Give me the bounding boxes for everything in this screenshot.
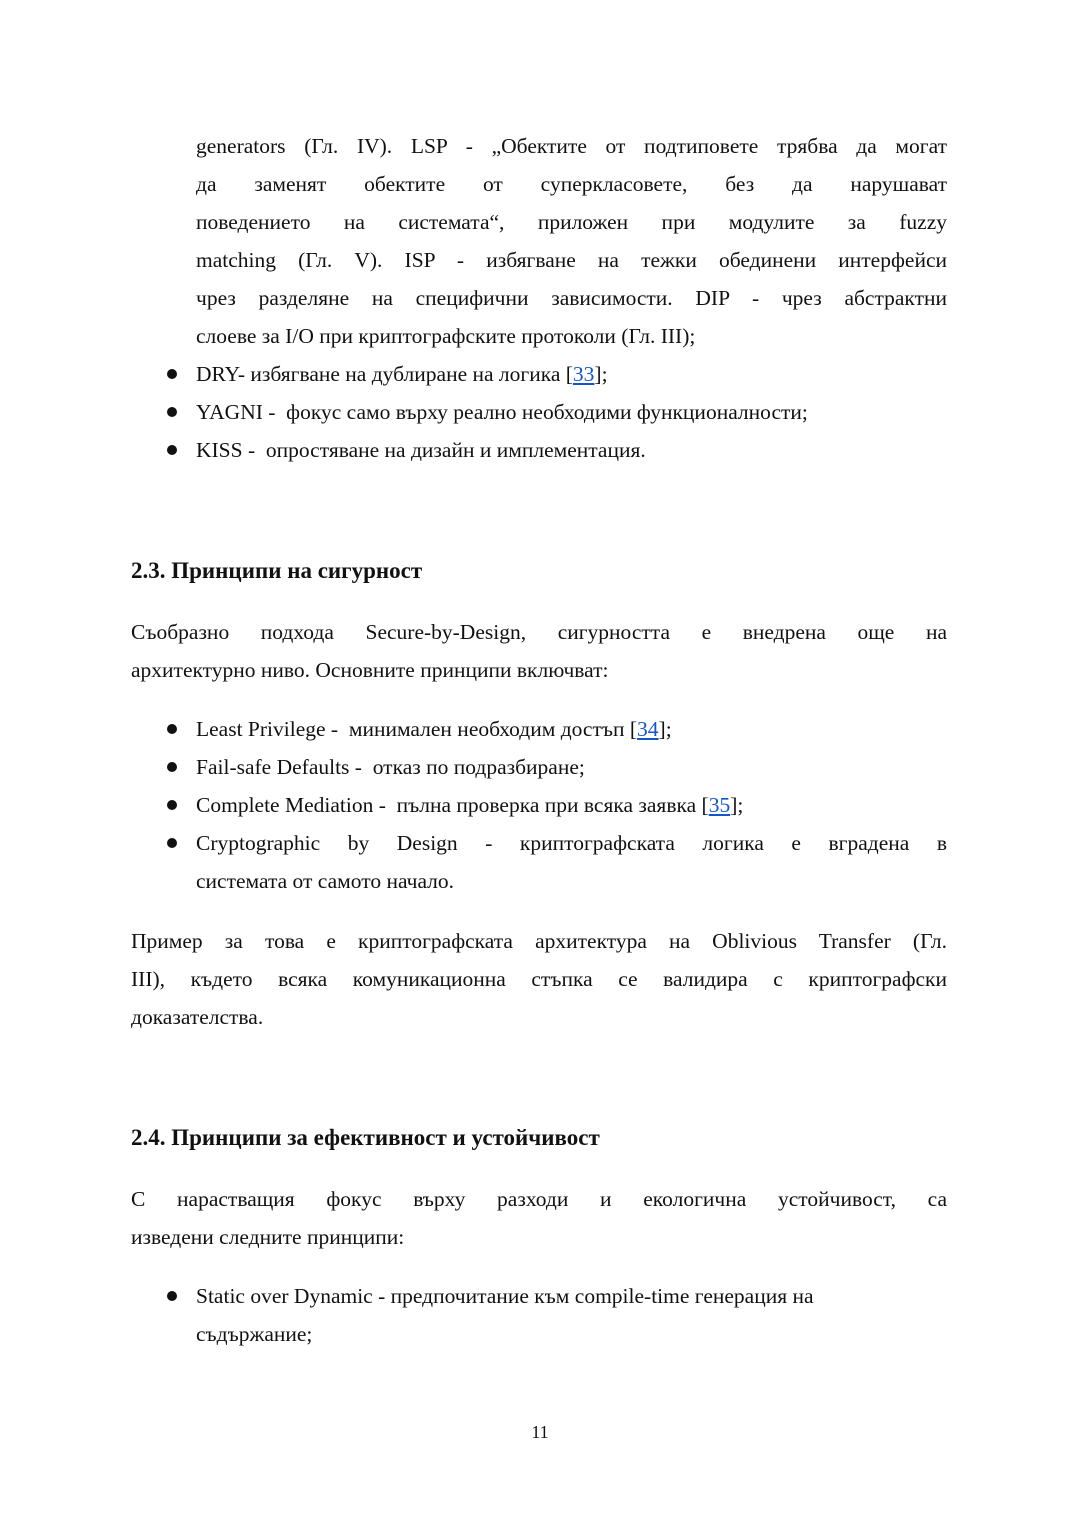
bullet-icon <box>167 762 177 772</box>
bullet-icon <box>167 407 177 417</box>
list-item-line: Cryptographic by Design - криптографската логика е вградена в <box>196 831 947 855</box>
bullet-icon <box>167 800 177 810</box>
list-item-complete-mediation <box>131 786 947 824</box>
list-item-text-tail: ]; <box>594 362 608 386</box>
list-item-line: YAGNI - фокус само върху реално необходими функционалности; <box>196 400 808 424</box>
list-item-text: Least Privilege - минимален необходим достъп [ <box>196 717 638 741</box>
list-item-line: generators (Гл. IV). LSP - „Обектите от подтиповете трябва да могат <box>196 134 947 158</box>
list-item-line: системата от самото начало. <box>196 869 455 893</box>
reference-link-35[interactable]: 35 <box>708 793 731 817</box>
bullet-icon <box>167 1291 177 1301</box>
list-item-kiss <box>131 431 947 469</box>
design-principles-list <box>131 127 947 469</box>
efficiency-principles-list <box>131 1277 947 1353</box>
list-item-line <box>196 355 947 393</box>
bullet-icon <box>167 369 177 379</box>
list-item-line: чрез разделяне на специфични зависимости. DIP - чрез абстрактни <box>196 286 947 310</box>
list-item-line: Static over Dynamic - предпочитание към compile-time генерация на <box>196 1284 814 1308</box>
paragraph-line: архитектурно ниво. Основните принципи включват: <box>131 658 609 682</box>
reference-link-34[interactable]: 34 <box>637 717 659 741</box>
list-item-solid-continuation <box>131 127 947 355</box>
list-item-line: съдържание; <box>196 1322 313 1346</box>
list-item-line <box>196 710 947 748</box>
efficiency-intro-paragraph <box>131 1180 947 1256</box>
page-number: 11 <box>531 1422 549 1442</box>
list-item-line: matching (Гл. V). ISP - избягване на тежки обединени интерфейси <box>196 248 947 272</box>
list-item-line: слоеве за I/O при криптографските протоколи (Гл. III); <box>196 324 696 348</box>
paragraph-line: С нарастващия фокус върху разходи и екологична устойчивост, са <box>131 1187 947 1211</box>
bullet-icon <box>167 838 177 848</box>
reference-link-33[interactable]: 33 <box>572 362 595 386</box>
paragraph-line: изведени следните принципи: <box>131 1225 405 1249</box>
section-heading-efficiency: 2.4. Принципи за ефективност и устойчивост <box>131 1125 600 1150</box>
security-intro-paragraph <box>131 613 947 689</box>
list-item-fail-safe-defaults <box>131 748 947 786</box>
security-example-paragraph <box>131 922 947 1036</box>
paragraph-line: доказателства. <box>131 1005 264 1029</box>
paragraph-line: Пример за това е криптографската архитектура на Oblivious Transfer (Гл. <box>131 929 947 953</box>
list-item-text: Complete Mediation - пълна проверка при всяка заявка [ <box>196 793 709 817</box>
security-principles-list <box>131 710 947 900</box>
paragraph-line: Съобразно подхода Secure-by-Design, сигурността е внедрена още на <box>131 620 947 644</box>
list-item-least-privilege <box>131 710 947 748</box>
list-item-line: поведението на системата“, приложен при модулите за fuzzy <box>196 210 947 234</box>
list-item-cryptographic-by-design <box>131 824 947 900</box>
list-item-yagni <box>131 393 947 431</box>
section-heading-security: 2.3. Принципи на сигурност <box>131 558 423 583</box>
list-item-text: DRY- избягване на дублиране на логика [ <box>196 362 573 386</box>
paragraph-line: III), където всяка комуникационна стъпка се валидира с криптографски <box>131 967 947 991</box>
list-item-dry <box>131 355 947 393</box>
list-item-line: да заменят обектите от суперкласовете, без да нарушават <box>196 172 947 196</box>
bullet-icon <box>167 724 177 734</box>
list-item-line: Fail-safe Defaults - отказ по подразбиране; <box>196 755 585 779</box>
list-item-line: KISS - опростяване на дизайн и имплементация. <box>196 438 646 462</box>
list-item-text-tail: ]; <box>658 717 672 741</box>
bullet-icon <box>167 445 177 455</box>
list-item-text-tail: ]; <box>730 793 744 817</box>
list-item-static-over-dynamic <box>131 1277 947 1353</box>
list-item-line <box>196 786 947 824</box>
